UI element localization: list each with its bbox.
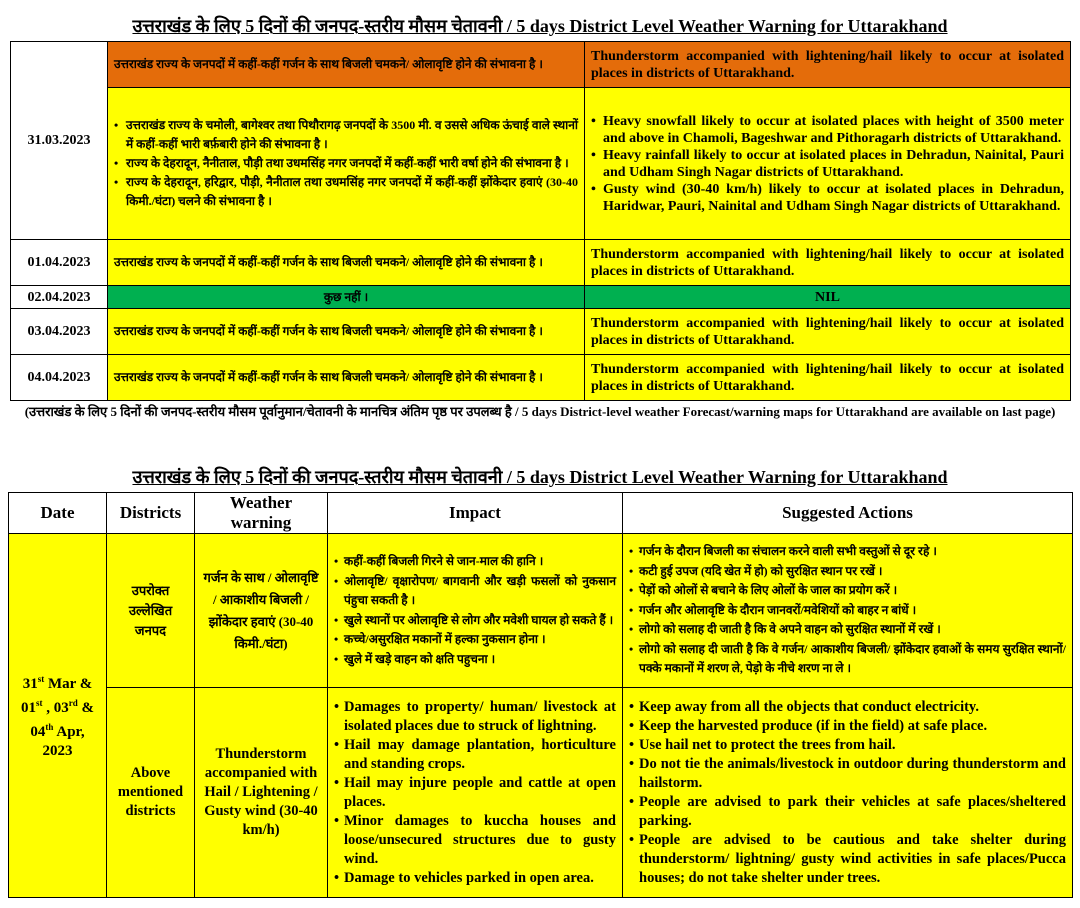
impact-hindi — [328, 534, 623, 688]
list-item: • लोगो को सलाह दी जाती है कि वे अपने वाहन को सुरक्षित स्थानों में रखें । — [629, 620, 1066, 640]
warning-table-1 — [10, 41, 1071, 401]
districts-english: Above mentioned districts — [107, 688, 195, 898]
date-cell: 01.04.2023 — [11, 240, 108, 286]
header-suggested-actions: Suggested Actions — [623, 493, 1073, 534]
date-range-cell: 31st Mar & 01st , 03rd & 04th Apr, 2023 — [9, 534, 107, 898]
weather-warning-hindi: गर्जन के साथ / ओलावृष्टि / आकाशीय बिजली / झोंकेदार हवाएं (30-40 किमी./घंटा) — [195, 534, 328, 688]
list-item: • ओलावृष्टि/ वृक्षारोपण/ बागवानी और खड़ी फसलों को नुकसान पंहुचा सकती है । — [334, 572, 616, 611]
list-item: • कच्चे/असुरक्षित मकानों में हल्का नुकसान होना । — [334, 630, 616, 650]
list-item: • Gusty wind (30-40 km/h) likely to occur at isolated places in Dehradun, Haridwar, Pauri, Nainital and Udham Singh Nagar districts of Uttarakhand. — [591, 181, 1064, 215]
list-item: • Damages to property/ human/ livestock at isolated places due to struck of lightning. — [334, 698, 616, 736]
section-title: उत्तराखंड के लिए 5 दिनों की जनपद-स्तरीय मौसम चेतावनी / 5 days District Level Weather Warning for Uttarakhand — [132, 467, 948, 487]
header-date: Date — [9, 493, 107, 534]
list-item: • Heavy snowfall likely to occur at isolated places with height of 3500 meter and above in Chamoli, Bageshwar and Pithoragarh districts of Uttarakhand. — [591, 113, 1064, 147]
list-item: • Keep away from all the objects that conduct electricity. — [629, 698, 1066, 717]
warning-english: Thunderstorm accompanied with lightening/hail likely to occur at isolated places in districts of Uttarakhand. — [585, 42, 1071, 88]
list-item: • राज्य के देहरादून, हरिद्वार, पौड़ी, नैनीताल तथा उधमसिंह नगर जनपदों में कहीं-कहीं झोंकेदार हवाएं (30-40 किमी./घंटा) चलने की संभावना है । — [114, 173, 578, 211]
districts-hindi: उपरोक्त उल्लेखित जनपद — [107, 534, 195, 688]
date-cell: 31.03.2023 — [11, 42, 108, 240]
warning-english: NIL — [585, 286, 1071, 309]
warning-english: Thunderstorm accompanied with lightening/hail likely to occur at isolated places in districts of Uttarakhand. — [585, 240, 1071, 286]
warning-hindi: उत्तराखंड राज्य के जनपदों में कहीं-कहीं गर्जन के साथ बिजली चमकने/ ओलावृष्टि होने की संभावना है । — [108, 240, 585, 286]
header-impact: Impact — [328, 493, 623, 534]
warning-hindi: उत्तराखंड राज्य के जनपदों में कहीं-कहीं गर्जन के साथ बिजली चमकने/ ओलावृष्टि होने की संभावना है । — [108, 42, 585, 88]
page-title: उत्तराखंड के लिए 5 दिनों की जनपद-स्तरीय मौसम चेतावनी / 5 days District Level Weather Warning for Uttarakhand — [132, 16, 948, 36]
list-item: • खुले स्थानों पर ओलावृष्टि से लोग और मवेशी घायल हो सकते हैं । — [334, 611, 616, 631]
date-cell: 04.04.2023 — [11, 355, 108, 401]
impact-english — [328, 688, 623, 898]
weather-warning-english: Thunderstorm accompanied with Hail / Lightening / Gusty wind (30-40 km/h) — [195, 688, 328, 898]
header-weather-warning: Weather warning — [195, 493, 328, 534]
warning-hindi: कुछ नहीं । — [108, 286, 585, 309]
maps-note: (उत्तराखंड के लिए 5 दिनों की जनपद-स्तरीय मौसम पूर्वानुमान/चेतावनी के मानचित्र अंतिम पृष्ठ पर उपलब्ध है / 5 days District-level weather Forecast/warning maps for Uttarakhand are available on last page) — [24, 404, 1056, 419]
list-item: • लोगो को सलाह दी जाती है कि वे गर्जन/ आकाशीय बिजली/ झोंकेदार हवाओं के समय सुरक्षित स्थानों/पक्के मकानों में शरण ले, पेड़ो के नीचे शरण ना ले । — [629, 640, 1066, 679]
list-item: • Use hail net to protect the trees from hail. — [629, 736, 1066, 755]
list-item: • Minor damages to kuccha houses and loose/unsecured structures due to gusty wind. — [334, 812, 616, 869]
list-item: • उत्तराखंड राज्य के चमोली, बागेश्वर तथा पिथौरागढ़ जनपदों के 3500 मी. व उससे अधिक ऊंचाई वाले स्थानों में कहीं-कहीं भारी बर्फ़बारी होने की संभावना है । — [114, 116, 578, 154]
warning-english: Thunderstorm accompanied with lightening/hail likely to occur at isolated places in districts of Uttarakhand. — [585, 355, 1071, 401]
list-item: • People are advised to park their vehicles at safe places/sheltered parking. — [629, 793, 1066, 831]
warning-hindi: उत्तराखंड राज्य के जनपदों में कहीं-कहीं गर्जन के साथ बिजली चमकने/ ओलावृष्टि होने की संभावना है । — [108, 355, 585, 401]
list-item: • People are advised to be cautious and take shelter during thunderstorm/ lightning/ gusty wind activities in safe places/Pucca houses; do not take shelter under trees. — [629, 831, 1066, 888]
list-item: • कहीं-कहीं बिजली गिरने से जान-माल की हानि । — [334, 552, 616, 572]
list-item: • Heavy rainfall likely to occur at isolated places in Dehradun, Nainital, Pauri and Udham Singh Nagar districts of Uttarakhand. — [591, 147, 1064, 181]
date-cell: 02.04.2023 — [11, 286, 108, 309]
list-item: • खुले में खड़े वाहन को क्षति पहुचना । — [334, 650, 616, 670]
impact-table — [8, 492, 1073, 898]
list-item: • Hail may damage plantation, horticulture and standing crops. — [334, 736, 616, 774]
header-districts: Districts — [107, 493, 195, 534]
warning-english: Thunderstorm accompanied with lightening/hail likely to occur at isolated places in districts of Uttarakhand. — [585, 309, 1071, 355]
warning-hindi-details — [108, 88, 585, 240]
actions-english — [623, 688, 1073, 898]
warning-hindi: उत्तराखंड राज्य के जनपदों में कहीं-कहीं गर्जन के साथ बिजली चमकने/ ओलावृष्टि होने की संभावना है । — [108, 309, 585, 355]
actions-hindi — [623, 534, 1073, 688]
list-item: • गर्जन और ओलावृष्टि के दौरान जानवरों/मवेशियों को बाहर न बांधें । — [629, 601, 1066, 621]
list-item: • पेड़ों को ओलों से बचाने के लिए ओलों के जाल का प्रयोग करें । — [629, 581, 1066, 601]
list-item: • Keep the harvested produce (if in the field) at safe place. — [629, 717, 1066, 736]
list-item: • गर्जन के दौरान बिजली का संचालन करने वाली सभी वस्तुओं से दूर रहे । — [629, 542, 1066, 562]
list-item: • कटी हुई उपज (यदि खेत में हो) को सुरक्षित स्थान पर रखें । — [629, 562, 1066, 582]
list-item: • राज्य के देहरादून, नैनीताल, पौड़ी तथा उधमसिंह नगर जनपदों में कहीं-कहीं भारी वर्षा होने की संभावना है । — [114, 154, 578, 173]
date-cell: 03.04.2023 — [11, 309, 108, 355]
list-item: • Damage to vehicles parked in open area. — [334, 869, 616, 888]
list-item: • Do not tie the animals/livestock in outdoor during thunderstorm and hailstorm. — [629, 755, 1066, 793]
warning-english-details — [585, 88, 1071, 240]
list-item: • Hail may injure people and cattle at open places. — [334, 774, 616, 812]
